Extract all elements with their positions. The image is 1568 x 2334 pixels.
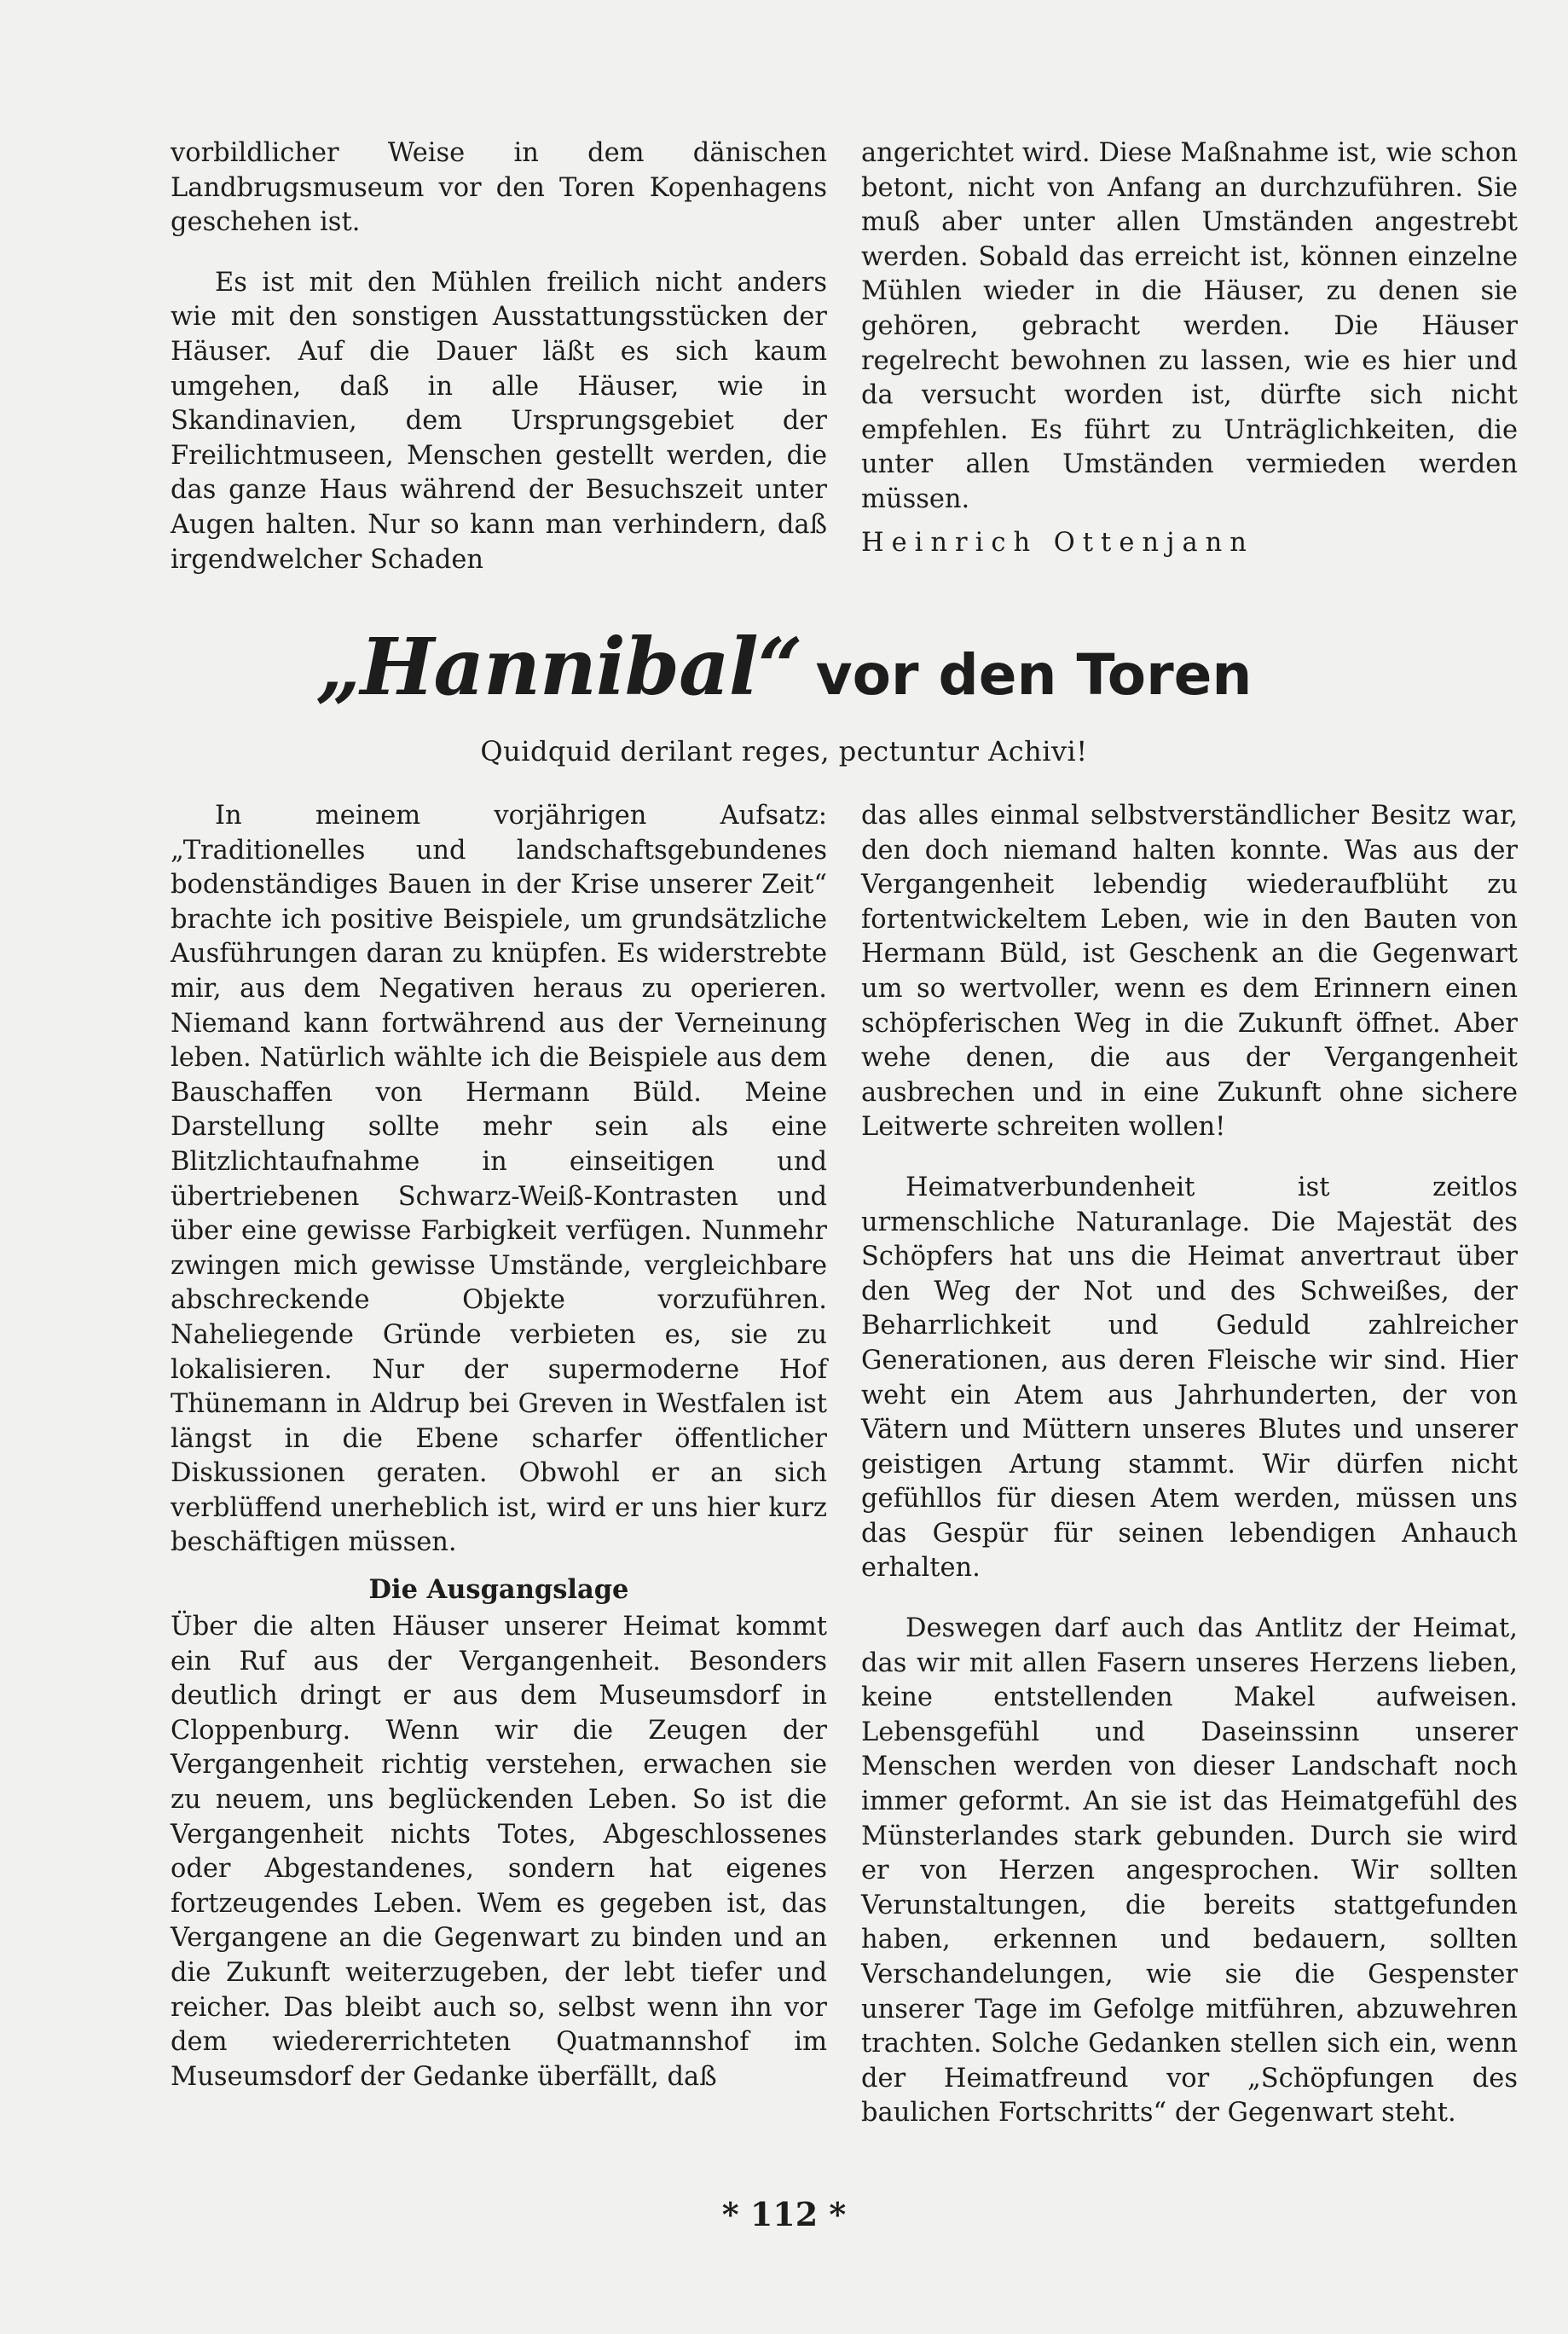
section-heading: Die Ausgangslage [368,1574,629,1606]
author-signature: Heinrich Ottenjann [861,527,1254,558]
paragraph: Deswegen darf auch das Antlitz der Heimat, das wir mit allen Fasern unseres Herzens lieben, keine entstellenden Makel aufweisen. Lebensgefühl und Daseinssinn unserer Menschen werden von dieser Landschaft noch immer geformt. An sie ist das Heimatgefühl des Münsterlandes stark gebunden. Durch sie wird er von Herzen angesprochen. Wir sollten Verunstaltungen, die bereits stattgefunden haben, erkennen und bedauern, sollten Verschandelungen, wie sie die Gespenster unserer Tage im Gefolge mitführen, abzuwehren trachten. Solche Gedanken stellen sich ein, wenn der Heimatfreund vor „Schöpfungen des baulichen Fortschritts“ der Gegenwart steht. [861,1613,1518,2128]
paragraph: Heimatverbundenheit ist zeitlos urmenschliche Naturanlage. Die Majestät des Schöpfers hat uns die Heimat anvertraut über den Weg der Not und des Schweißes, der Beharrlichkeit und Geduld zahlreicher Generationen, aus deren Fleische wir sind. Hier weht ein Atem aus Jahrhunderten, der von Vätern und Müttern unseres Blutes und unserer geistigen Artung stammt. Wir dürfen nicht gefühllos für diesen Atem werden, müssen uns das Gespür für seinen lebendigen Anhauch erhalten. [861,1172,1518,1584]
main-left-column [171,799,827,2094]
paragraph: Über die alten Häuser unserer Heimat kommt ein Ruf aus der Vergangenheit. Besonders deutlich dringt er aus dem Museumsdorf in Cloppenburg. Wenn wir die Zeugen der Vergangenheit richtig verstehen, erwachen sie zu neuem, uns beglückenden Leben. So ist die Vergangenheit nichts Totes, Abgeschlossenes oder Abgestandenes, sondern hat eigenes fortzeugendes Leben. Wem es gegeben ist, das Vergangene an die Gegenwart zu binden und an die Zukunft weiterzugeben, der lebt tiefer und reicher. Das bleibt auch so, selbst wenn ihn vor dem wiedererrichteten Quatmannshof im Museumsdorf der Gedanke überfällt, daß [171,1612,827,2092]
main-right-column [861,799,1518,2131]
paragraph: angerichtet wird. Diese Maßnahme ist, wie schon betont, nicht von Anfang an durchzuführen. Sie muß aber unter allen Umständen angestrebt werden. Sobald das erreicht ist, können einzelne Mühlen wieder in die Häuser, zu denen sie gehören, gebracht werden. Die Häuser regelrecht bewohnen zu lassen, wie es hier und da versucht worden ist, dürfte sich nicht empfehlen. Es führt zu Unträglichkeiten, die unter allen Umständen vermieden werden müssen. [861,138,1518,514]
paragraph: vorbildlicher Weise in dem dänischen Landbrugsmuseum vor den Toren Kopenhagens geschehen ist. [171,138,827,238]
headline-rest: vor den Toren [815,642,1253,708]
paragraph: das alles einmal selbstverständlicher Besitz war, den doch niemand halten konnte. Was aus der Vergangenheit lebendig wiederaufblüht zu fortentwickeltem Leben, wie in den Bauten von Hermann Büld, ist Geschenk an die Gegenwart um so wertvoller, wenn es dem Erinnern einen schöpferischen Weg in die Zukunft öffnet. Aber wehe denen, die aus der Vergangenheit ausbrechen und in eine Zukunft ohne sichere Leitwerte schreiten wollen! [861,801,1518,1143]
top-right-column [861,136,1518,560]
paragraph: Es ist mit den Mühlen freilich nicht anders wie mit den sonstigen Ausstattungsstücken der Häuser. Auf die Dauer läßt es sich kaum umgehen, daß in alle Häuser, wie in Skandinavien, dem Ursprungsgebiet der Freilichtmuseen, Menschen gestellt werden, die das ganze Haus während der Besuchszeit unter Augen halten. Nur so kann man verhindern, daß irgendwelcher Schaden [171,267,827,575]
article-headline [0,621,1568,713]
article-subtitle: Quidquid derilant reges, pectuntur Achivi! [480,735,1088,767]
headline-script-word: „Hannibal“ [315,621,802,713]
top-left-column [171,136,827,577]
paragraph: In meinem vorjährigen Aufsatz: „Traditionelles und landschaftsgebundenes bodenständiges Bauen in der Krise unserer Zeit“ brachte ich positive Beispiele, um grundsätzliche Ausführungen daran zu knüpfen. Es widerstrebte mir, aus dem Negativen heraus zu operieren. Niemand kann fortwährend aus der Verneinung leben. Natürlich wählte ich die Beispiele aus dem Bauschaffen von Hermann Büld. Meine Darstellung sollte mehr sein als eine Blitzlichtaufnahme in einseitigen und übertriebenen Schwarz-Weiß-Kontrasten und über eine gewisse Farbigkeit verfügen. Nunmehr zwingen mich gewisse Umstände, vergleichbare abschreckende Objekte vorzuführen. Naheliegende Gründe verbieten es, sie zu lokalisieren. Nur der supermoderne Hof Thünemann in Aldrup bei Greven in Westfalen ist längst in die Ebene scharfer öffentlicher Diskussionen geraten. Obwohl er an sich verblüffend unerheblich ist, wird er uns hier kurz beschäftigen müssen. [171,801,827,1558]
page-number: * 112 * [721,2195,847,2233]
